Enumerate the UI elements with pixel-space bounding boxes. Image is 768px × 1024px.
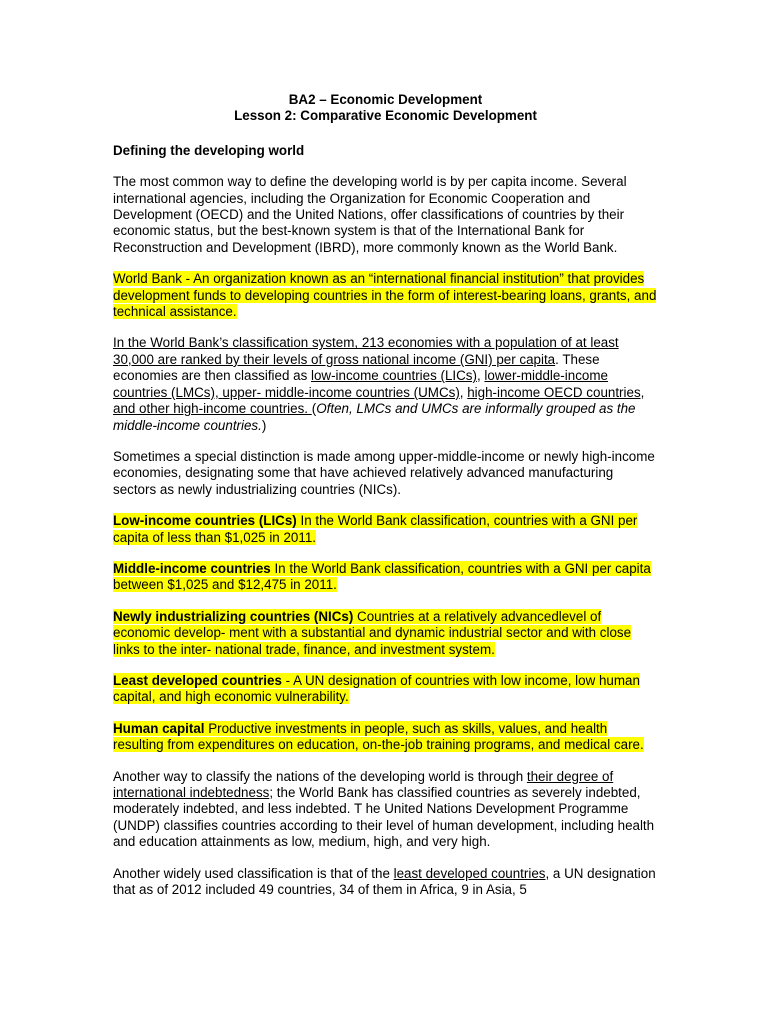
text-run: )	[261, 417, 267, 433]
document-content	[113, 92, 658, 898]
definition-term: Newly industrializing countries (NICs)	[113, 608, 354, 624]
text-run: (	[311, 401, 317, 417]
text-run: ; the World Bank has classified countries as severely indebted, moderately indebted, and less indebted. T he United Nations Development Programme (UNDP) classifies countries according to their level of human development, including health and education attainments as low, medium, high, and very high.	[113, 785, 655, 850]
definition-term: Human capital	[113, 720, 205, 736]
definition-term: Least developed countries	[113, 672, 282, 688]
course-title: BA2 – Economic Development	[288, 92, 483, 107]
highlighted-text	[113, 513, 637, 544]
underlined-text: their degree of international indebtedness	[113, 768, 614, 800]
definition-text: Countries at a relatively advancedlevel of economic develop- ment with a substantial and dynamic industrial sector and with close links to the inter- national trade, finance, and investment system.	[113, 608, 632, 657]
definition-text: Productive investments in people, such as skills, values, and health resulting from expenditures on education, on-the-job training programs, and medical care.	[113, 720, 644, 753]
definition-nics	[113, 609, 658, 658]
section-heading: Defining the developing world	[113, 142, 305, 158]
highlighted-text	[113, 721, 644, 752]
definition-term: Low-income countries (LICs)	[113, 513, 297, 529]
underlined-text: lower-middle-income countries (LMCs),	[113, 368, 608, 400]
highlighted-text	[113, 561, 651, 592]
highlighted-text	[113, 609, 631, 657]
definition-text: In the World Bank classification, countries with a GNI per capita between $1,025 and $12,475 in 2011.	[113, 560, 651, 593]
indebtedness-paragraph	[113, 769, 658, 851]
highlighted-text	[113, 673, 640, 704]
ldc-paragraph	[113, 866, 658, 899]
underlined-text: high-income OECD countries, and other high-income countries.	[113, 384, 645, 417]
text-run: ,	[476, 368, 485, 384]
definition-human-capital	[113, 721, 658, 754]
italic-text: Often, LMCs and UMCs are informally grouped as the middle-income countries.	[113, 401, 636, 433]
document-title	[113, 92, 658, 125]
world-bank-definition	[113, 271, 658, 320]
underlined-text: low-income countries (LICs)	[311, 368, 477, 384]
text-run: . These economies are then classified as	[113, 351, 600, 384]
highlighted-text: World Bank - An organization known as an “international financial institution” that provides development funds to developing countries in the form of interest-bearing loans, grants, and technical assistance.	[113, 271, 657, 320]
underlined-text: least developed countries	[393, 865, 546, 881]
definition-middle-income	[113, 561, 658, 594]
lesson-title: Lesson 2: Comparative Economic Development	[234, 108, 537, 124]
intro-paragraph: The most common way to define the developing world is by per capita income. Several international agencies, including the Organization for Economic Cooperation and Development (OECD) and the United Nations, offer classifications of countries by their economic status, but the best-known system is that of the International Bank for Reconstruction and Development (IBRD), more commonly known as the World Bank.	[113, 174, 627, 255]
definition-text: In the World Bank classification, countries with a GNI per capita of less than $1,025 in 2011.	[113, 513, 638, 545]
text-run: ,	[459, 384, 468, 400]
definition-text: - A UN designation of countries with low income, low human capital, and high economic vulnerability.	[113, 672, 640, 705]
definition-lics	[113, 513, 658, 546]
definition-least-developed	[113, 673, 658, 706]
definition-term: Middle-income countries	[113, 560, 271, 576]
text-run: Another way to classify the nations of the developing world is through	[113, 768, 527, 784]
nic-paragraph: Sometimes a special distinction is made among upper-middle-income or newly high-income economies, designating some that have achieved relatively advanced manufacturing sectors as newly industrializing countries (NICs).	[113, 448, 655, 497]
text-run: , a UN designation that as of 2012 included 49 countries, 34 of them in Africa, 9 in Asia, 5	[113, 865, 656, 898]
underlined-text: upper- middle-income countries (UMCs)	[222, 384, 460, 400]
underlined-text: In the World Bank’s classification system, 213 economies with a population of at least 30,000 are ranked by their levels of gross national income (GNI) per capita	[113, 335, 619, 367]
classification-paragraph	[113, 335, 658, 433]
text-run: Another widely used classification is that of the	[113, 865, 394, 881]
